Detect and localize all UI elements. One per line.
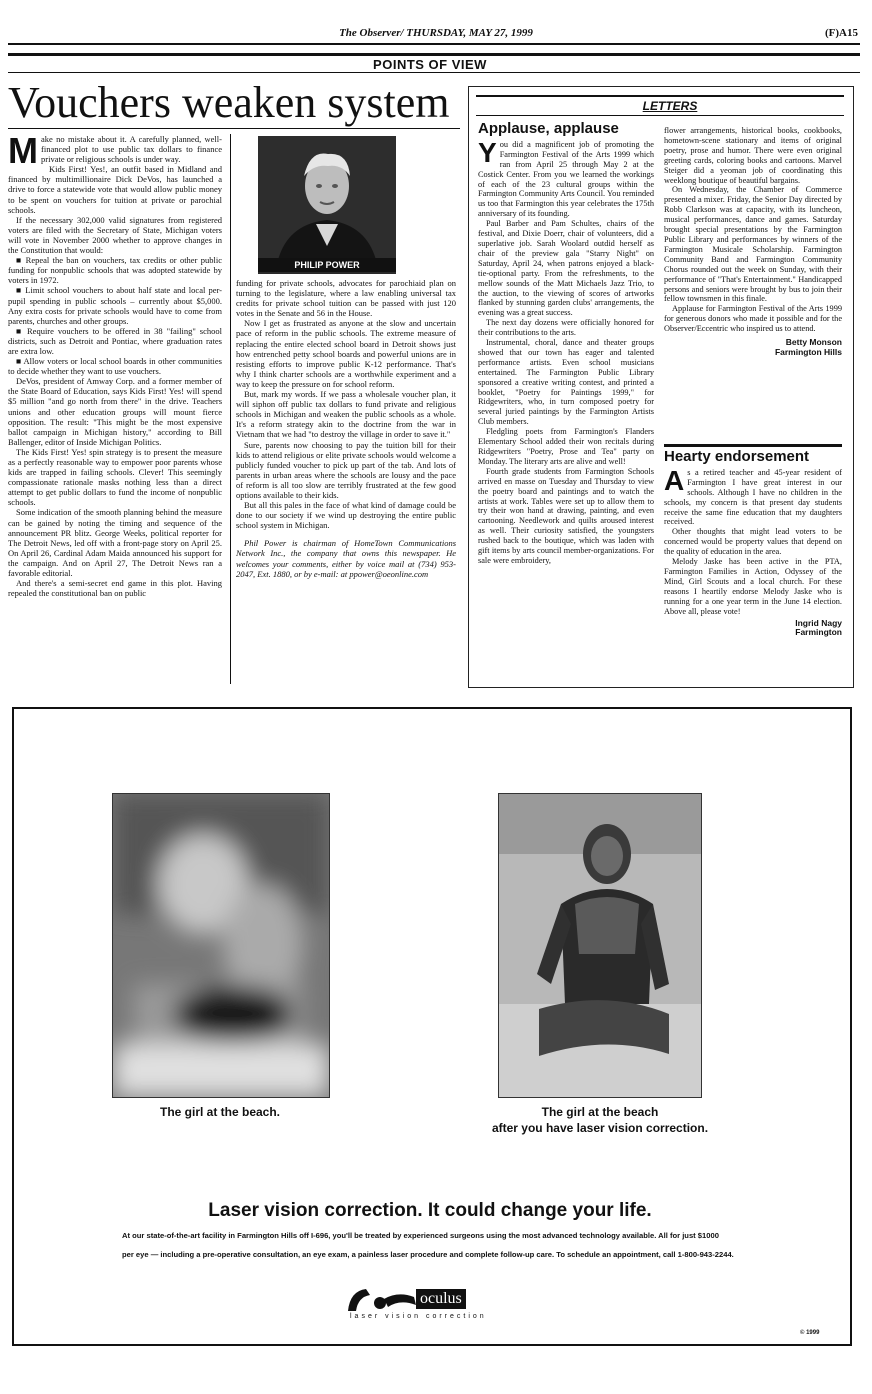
letters-rule bbox=[476, 95, 844, 97]
clear-beach-image bbox=[499, 794, 701, 1097]
paragraph: Applause for Farmington Festival of the Arts 1999 for generous donors who made it possible and for the Observer/Eccentric who inspired us to attend. bbox=[664, 304, 842, 334]
paragraph: The next day dozens were officially honored for their contributions to the arts. bbox=[478, 318, 654, 338]
header-rule bbox=[8, 43, 860, 45]
portrait-image bbox=[258, 136, 396, 260]
section-rule-bottom bbox=[8, 72, 860, 73]
portrait-caption: PHILIP POWER bbox=[258, 258, 396, 272]
column-left-text bbox=[8, 130, 222, 599]
oculus-wordmark: oculus bbox=[416, 1289, 466, 1309]
paragraph: Kids First! Yes!, an outfit based in Midland and financed by multimillionaire Dick DeVos, has launched a drive to force a statewide vote that would allow public money to be spent on vouchers for tuition at private or parochial schools. bbox=[8, 164, 222, 215]
ad-photo-clear bbox=[498, 793, 702, 1098]
masthead: The Observer/ THURSDAY, MAY 27, 1999 bbox=[339, 27, 533, 39]
letter-2-text bbox=[664, 448, 842, 638]
column-tagline: Phil Power is chairman of HomeTown Communications Network Inc., the company that owns this newspaper. He welcomes your comments, either by voice mail at (734) 953-2047, Ext. 1880, or by e-mail: at ppower@oeonline.com bbox=[236, 538, 456, 579]
paragraph: Now I get as frustrated as anyone at the slow and uncertain pace of reform in the public schools. The extreme measure of replacing the entire elected school board in Detroit shows just how entrenched petty school boards and powerful unions are in resisting efforts to improve public K-12 performance. That's why I think charter schools are a worthwhile experiment and a way to keep the pressure on for school reform. bbox=[236, 318, 456, 389]
letter-1-signature-name: Betty Monson bbox=[785, 337, 842, 348]
paragraph: flower arrangements, historical books, cookbooks, hometown-scene stationary and items of original poetry, prose and humor. There were even original greeting cards, coloring books and cartoons. Marvel Steiger did a yeoman job of coordinating this weeklong boutique of beautiful bargains. bbox=[664, 126, 842, 185]
columnist-portrait bbox=[258, 136, 396, 274]
paragraph: s a retired teacher and 45-year resident of Farmington I have great interest in our schools. Although I have no children in the schools, my concern is that present day students receive the same fine education that my daughters received. bbox=[664, 467, 842, 527]
letter-1-col-a bbox=[478, 120, 654, 566]
column-right-text bbox=[236, 278, 456, 579]
letter-2-signature-name: Ingrid Nagy bbox=[795, 617, 842, 628]
paragraph: On Wednesday, the Chamber of Commerce presented a mixer. Friday, the Senior Day directed by Robb Clarkson was at capacity, with its luncheon, musical performances, dance and games. Saturday brought special presentations by the Farmington Public Library and performances by winners of the Farmington Musicale Scholarship. Farmington Community Band and Farmington Community Chorus rounded out the week on Sunday, with their performance of "That's Entertainment." Handicapped persons and seniors were brought by bus to join their fellow townsmen in this finale. bbox=[664, 185, 842, 304]
paragraph: Sure, parents now choosing to pay the tuition bill for their kids to attend religious or elite private schools would welcome a publicly funded voucher to pick up part of the tab. And lots of parents in urban areas where the schools are lousy and the pace of reform is all too slow are terribly frustrated at the few good options available to their kids. bbox=[236, 439, 456, 500]
dropcap: A bbox=[664, 464, 685, 496]
paragraph: But all this pales in the face of what kind of damage could be done to our society if we wind up destroying the entire public school system in Michigan. bbox=[236, 500, 456, 531]
ad-caption-right-line-1: The girl at the beach bbox=[541, 1105, 659, 1119]
headline-rule bbox=[8, 128, 460, 129]
paragraph: If the necessary 302,000 valid signatures from registered voters are filed with the Secretary of State, Michigan voters will vote in November 2000 whether to approve changes in the Constitution that would: bbox=[8, 214, 222, 256]
paragraph: Instrumental, choral, dance and theater groups showed that our town has eager and talented performance artists. Even school musicians entertained. The Farmington Public Library sponsored a creative writing contest, and printed a booklet, "Poetry for Paintings 1999," for Ridgewriters, who, in turn composed poetry for several juried paintings by the Farmington Artists Club members. bbox=[478, 338, 654, 427]
ad-body-line-1: At our state-of-the-art facility in Farmington Hills off I-696, you'll be treated by experienced surgeons using the most advanced technology available. All for just $1000 bbox=[122, 1231, 719, 1240]
letters-title: LETTERS bbox=[642, 99, 698, 113]
letter-2-headline: Hearty endorsement bbox=[664, 448, 810, 465]
ad-body-line-2: per eye — including a pre-operative consultation, an eye exam, a painless laser procedure and complete follow-up care. To schedule an appointment, call 1-800-943-2244. bbox=[122, 1250, 734, 1259]
column-headline: Vouchers weaken system bbox=[8, 78, 450, 127]
dropcap: M bbox=[8, 130, 38, 171]
page-number: (F)A15 bbox=[825, 27, 858, 39]
blurred-beach-image bbox=[113, 794, 329, 1097]
eye-logo-icon bbox=[344, 1285, 424, 1313]
paragraph: Fledgling poets from Farmington's Flanders Elementary School added their won recitals during Ridgewriters "Poetry, Prose and Tea" party on Monday. The literary arts are alive and well! bbox=[478, 427, 654, 466]
ad-photo-blurred bbox=[112, 793, 330, 1098]
letter-1-signature-place: Farmington Hills bbox=[774, 346, 842, 357]
paragraph: funding for private schools, advocates for parochiaid plan on turning to the legislature, where a law enabling universal tax credits for private school tuition can be passed with just 120 votes in the Senate and 56 in the House. bbox=[236, 278, 456, 319]
paragraph: But, mark my words. If we pass a wholesale voucher plan, it will siphon off public tax dollars to fund private and religious schools in Michigan and weaken the public schools as a whole. It's a reform strategy akin to the doctrine from the war in Vietnam that we had "to destroy the village in order to save it." bbox=[236, 389, 456, 440]
letter-1-headline: Applause, applause bbox=[478, 120, 619, 137]
ad-caption-right-line-2: after you have laser vision correction. bbox=[491, 1121, 709, 1135]
paragraph: ou did a magnificent job of promoting the Farmington Festival of the Arts 1999 which ran from April 25 through May 2 at the Costick Center. From you we learned the workings of each of the 23 cultural groups within the Farmington Community Arts Council. You reminded us too that Farmington this year celebrates the 175th anniversary of its founding. bbox=[478, 139, 654, 219]
letters-rule-2 bbox=[476, 115, 844, 116]
paragraph: And there's a semi-secret end game in this plot. Having repealed the constitutional ban on public bbox=[8, 578, 222, 599]
paragraph: Some indication of the smooth planning behind the measure can be gained by noting the timing and sequence of the announcement PR blitz. George Weeks, political reporter for The Detroit News, led off with a front-page story on April 25. On April 26, Cardinal Adam Maida announced his support for the campaign. And on April 27, The Detroit News ran a favorable editorial. bbox=[8, 507, 222, 579]
oculus-tagline: laser vision correction bbox=[350, 1313, 487, 1320]
column-divider bbox=[230, 134, 231, 684]
ad-headline: Laser vision correction. It could change your life. bbox=[208, 1200, 652, 1221]
paragraph: ■ Repeal the ban on vouchers, tax credits or other public funding for nonpublic schools that was adopted statewide by voters in 1972. bbox=[8, 255, 222, 286]
paragraph: Melody Jaske has been active in the PTA, Farmington Families in Action, Odyssey of the Mind, Girl Scouts and a local church. For these reasons I heartily endorse Melody Jaske who is running for a one year term in the June 14 election. Above all, please vote! bbox=[664, 557, 842, 616]
paragraph: ■ Require vouchers to be offered in 38 "failing" school districts, such as Detroit and Pontiac, where graduation rates are extra low. bbox=[8, 325, 222, 356]
letter-2-signature-place: Farmington bbox=[795, 627, 842, 638]
ad-copyright: © 1999 bbox=[800, 1330, 820, 1336]
ad-caption-left: The girl at the beach. bbox=[159, 1105, 281, 1119]
paragraph: ■ Allow voters or local school boards in other communities to decide whether they want to use vouchers. bbox=[8, 356, 222, 377]
section-title: POINTS OF VIEW bbox=[373, 57, 487, 72]
paragraph: Paul Barber and Pam Schultes, chairs of the festival, and Dixie Doerr, chair of volunteers, did a superlative job. Sarah Woolard outdid herself as chair of the preview gala "Starry Night" on Saturday, April 24, when patrons enjoyed a black-tie-optional party. From the refreshments, to the mellow sounds of the Matt Michaels Jazz Trio, to the auction, to the viewing of scores of artworks flanked by stunning garden clubs' arrangements, the evening was a great success. bbox=[478, 219, 654, 318]
paragraph: DeVos, president of Amway Corp. and a former member of the State Board of Education, says Kids First! Yes! will spend $5 million "and go north from there" in the drive. Teachers unions and other education groups will mount fierce opposition. The result: "This might be the most expensive ballot campaign in Michigan history," according to Bill Ballenger, editor of Inside Michigan Politics. bbox=[8, 376, 222, 447]
paragraph: ake no mistake about it. A carefully planned, well-financed plot to use public tax dollars to finance private or religious schools is under way. bbox=[41, 134, 222, 165]
paragraph: The Kids First! Yes! spin strategy is to present the measure as a perfectly reasonable way to empower poor parents whose kids are trapped in failing schools. Clever! This seemingly compassionate rationale masks nothing less than a direct attempt to get public dollars to fund the income of nonpublic schools. bbox=[8, 446, 222, 508]
dropcap: Y bbox=[478, 136, 497, 168]
letter-divider bbox=[664, 444, 842, 447]
section-rule-top bbox=[8, 53, 860, 56]
paragraph: ■ Limit school vouchers to about half state and local per-pupil spending in public schools – currently about $5,000. Any extra costs for private schools would have to come from parents, churches and other groups. bbox=[8, 285, 222, 326]
page-header bbox=[0, 27, 872, 41]
paragraph: Other thoughts that might lead voters to be concerned would be property values that depend on the quality of education in the area. bbox=[664, 527, 842, 557]
paragraph: Fourth grade students from Farmington Schools arrived en masse on Tuesday and Thursday to view the poetry board and paintings and to watch the artists at work. Tables were set up to allow them to try their won hand at drawing, painting, and even cartooning. Needlework and quilts aroused interest as well. Their curiosity satisfied, the youngsters rushed back to the boutique, which was laden with gift items by arts council member-organizations. For sale were embroidery, bbox=[478, 466, 654, 565]
letter-1-col-b bbox=[664, 126, 842, 358]
